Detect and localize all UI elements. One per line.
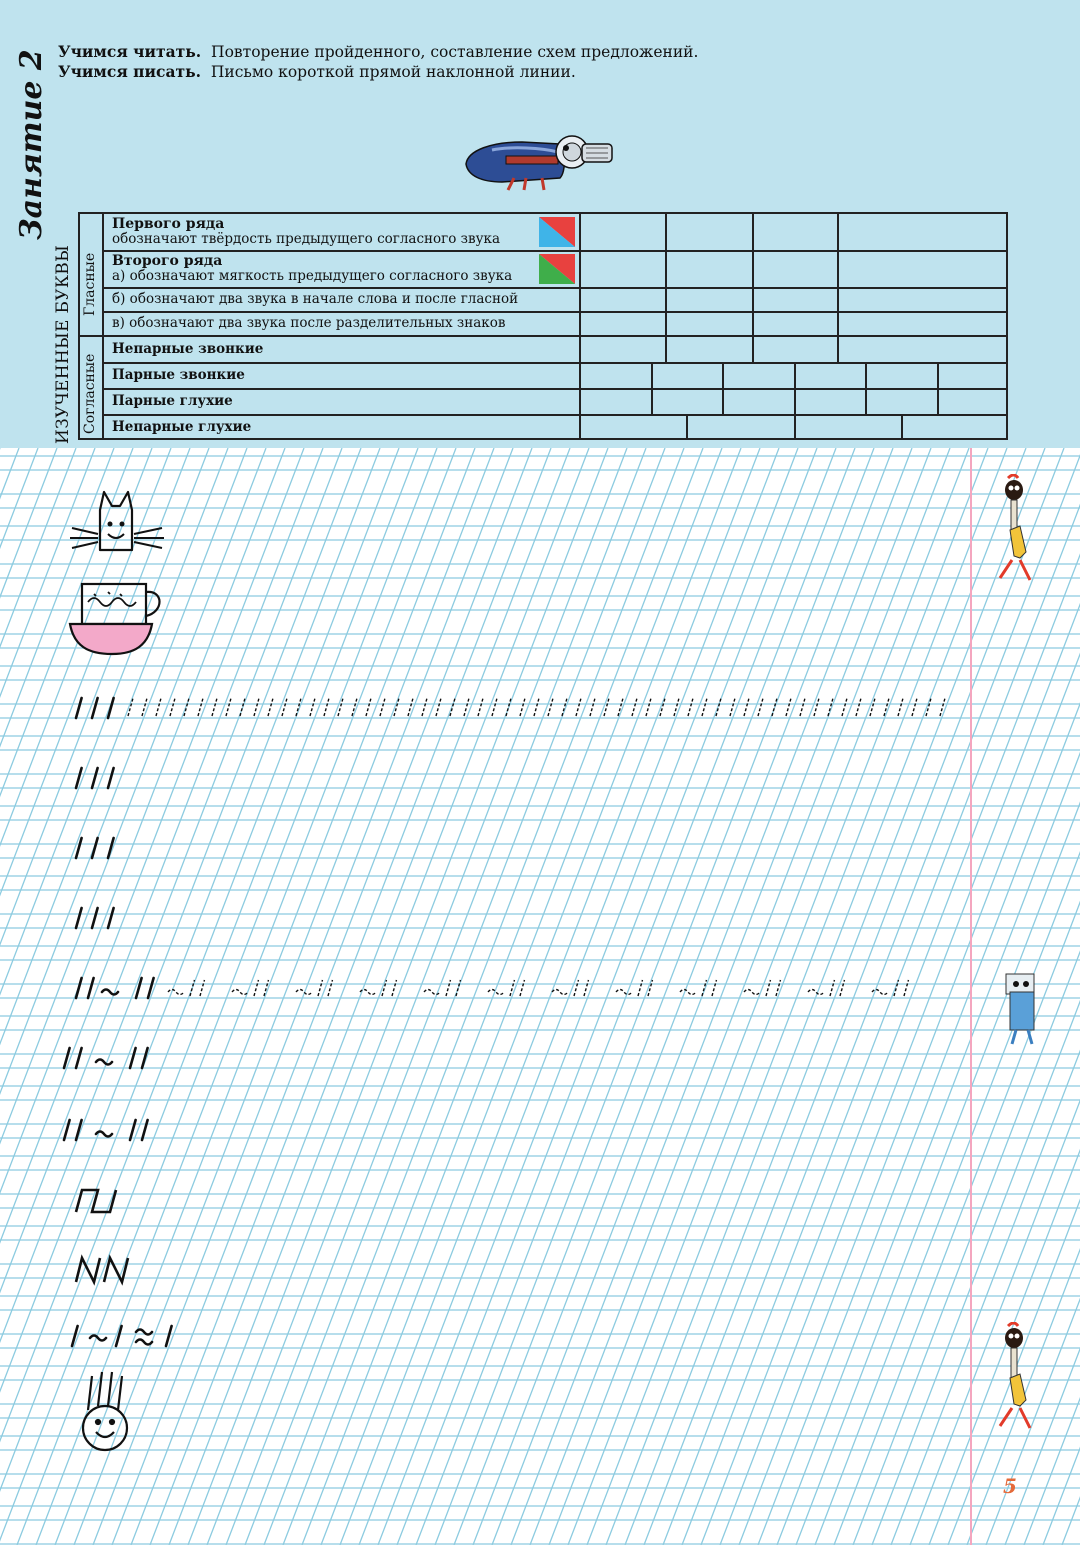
tilde-stroke [102,990,118,995]
tilde-stroke [744,990,760,995]
stroke-line [492,698,497,716]
stroke-line [254,698,259,716]
stroke-line [702,980,706,996]
stroke-line [226,698,231,716]
stroke-line [92,838,98,858]
stroke-line [148,978,154,998]
stroke-line [776,980,780,996]
stroke-line [184,698,189,716]
stroke-line [76,768,82,788]
stroke-line [856,698,861,716]
stroke-line [464,698,469,716]
stroke-line [446,980,450,996]
stroke-line [76,698,82,718]
stroke-line [674,698,679,716]
stroke-line [380,698,385,716]
stroke-line [830,980,834,996]
stroke-line [730,698,735,716]
stroke-line [282,698,287,716]
stroke-line [166,1326,172,1346]
stroke-line [142,698,147,716]
stroke-line [108,838,114,858]
row-unpaired-voiceless: Непарные глухие [112,419,252,435]
stroke-line [576,698,581,716]
stroke-line [254,980,258,996]
stroke-line [76,1048,82,1068]
stroke-line [814,698,819,716]
stroke-line [264,980,268,996]
tilde-stroke [488,990,504,995]
tilde-stroke [360,990,376,995]
stroke-line [198,698,203,716]
stroke-line [92,768,98,788]
tilde-stroke [136,1340,152,1345]
stroke-line [108,768,114,788]
row-second-series-c: в) обозначают два звука после разделительных знаков [112,315,506,331]
stroke-pattern-hooks [76,1190,116,1212]
tilde-stroke [808,990,824,995]
stroke-line [136,978,142,998]
smiling-face-icon [83,1372,127,1450]
stroke-line [324,698,329,716]
stroke-line [352,698,357,716]
stroke-line [92,908,98,928]
stroke-line [200,980,204,996]
stroke-line [758,698,763,716]
stroke-line [534,698,539,716]
stroke-line [912,698,917,716]
stroke-line [338,698,343,716]
tilde-stroke [136,1330,152,1335]
intro-reading-line: Учимся читать. Повторение пройденного, составление схем предложений. [58,42,699,61]
stroke-line [884,698,889,716]
vowels-group-label: Гласные [82,252,98,316]
stroke-line [632,698,637,716]
stroke-line [638,980,642,996]
stroke-line [76,908,82,928]
stroke-line [190,980,194,996]
stroke-line [870,698,875,716]
stroke-line [422,698,427,716]
stroke-line [506,698,511,716]
stroke-line [648,980,652,996]
stroke-line [116,1326,122,1346]
stroke-line [520,698,525,716]
stroke-line [604,698,609,716]
pencil-mascot-bottom [994,1322,1038,1438]
stroke-line [318,980,322,996]
stroke-line [328,980,332,996]
stroke-line [800,698,805,716]
stroke-line [618,698,623,716]
stroke-pattern-nn [76,1258,128,1282]
stroke-line [574,980,578,996]
stroke-line [142,1120,148,1140]
row-first-series: Первого ряда обозначают твёрдость предыдущего согласного звука [112,216,501,247]
stroke-line [366,698,371,716]
stroke-line [394,698,399,716]
stroke-line [562,698,567,716]
row-second-series-b: б) обозначают два звука в начале слова и после гласной [112,291,519,307]
stroke-line [548,698,553,716]
tilde-stroke [90,1336,106,1341]
stroke-line [786,698,791,716]
stroke-line [898,698,903,716]
tilde-stroke [96,1060,112,1065]
stroke-line [128,698,133,716]
tilde-stroke [96,1132,112,1137]
eraser-mascot [1002,970,1038,1048]
stroke-line [142,1048,148,1068]
stroke-line [296,698,301,716]
stroke-line [520,980,524,996]
stroke-line [712,980,716,996]
stroke-line [212,698,217,716]
stroke-line [88,978,94,998]
stroke-line [894,980,898,996]
stroke-line [156,698,161,716]
stroke-line [108,698,114,718]
stroke-line [240,698,245,716]
tilde-stroke [424,990,440,995]
stroke-line [130,1120,136,1140]
stroke-line [64,1120,70,1140]
stroke-line [842,698,847,716]
stroke-line [76,838,82,858]
row-unpaired-voiced: Непарные звонкие [112,341,264,357]
stroke-line [702,698,707,716]
pencil-mascot-top [994,474,1038,590]
stroke-line [688,698,693,716]
stroke-line [744,698,749,716]
stroke-line [716,698,721,716]
tilde-stroke [552,990,568,995]
stroke-line [72,1326,78,1346]
stroke-line [584,980,588,996]
stroke-line [392,980,396,996]
table-side-label: ИЗУЧЕННЫЕ БУКВЫ [53,244,73,444]
stroke-line [408,698,413,716]
consonants-group-label: Согласные [82,353,98,434]
stroke-line [766,980,770,996]
intro-writing-line: Учимся писать. Письмо короткой прямой наклонной линии. [58,62,576,81]
stroke-line [76,978,82,998]
stroke-line [450,698,455,716]
stroke-line [660,698,665,716]
stroke-line [940,698,945,716]
stroke-line [64,1048,70,1068]
stroke-line [926,698,931,716]
stroke-line [108,908,114,928]
stroke-line [382,980,386,996]
lesson-title: Занятие 2 [14,49,49,240]
stroke-line [828,698,833,716]
row-paired-voiceless: Парные глухие [112,393,233,409]
stroke-line [646,698,651,716]
tilde-stroke [616,990,632,995]
stroke-line [840,980,844,996]
stroke-line [772,698,777,716]
stroke-line [130,1048,136,1068]
stroke-line [904,980,908,996]
stroke-line [76,1120,82,1140]
stroke-line [92,698,98,718]
tilde-stroke [680,990,696,995]
row-paired-voiced: Парные звонкие [112,367,245,383]
tilde-stroke [296,990,312,995]
stroke-line [170,698,175,716]
stroke-line [456,980,460,996]
tilde-stroke [168,990,184,995]
row-second-series-a: Второго ряда а) обозначают мягкость предыдущего согласного звука [112,253,513,284]
page-number: 5 [1003,1474,1017,1498]
stroke-line [510,980,514,996]
stroke-line [310,698,315,716]
stroke-line [436,698,441,716]
stroke-line [478,698,483,716]
tilde-stroke [872,990,888,995]
tilde-stroke [232,990,248,995]
stroke-line [590,698,595,716]
stroke-line [268,698,273,716]
